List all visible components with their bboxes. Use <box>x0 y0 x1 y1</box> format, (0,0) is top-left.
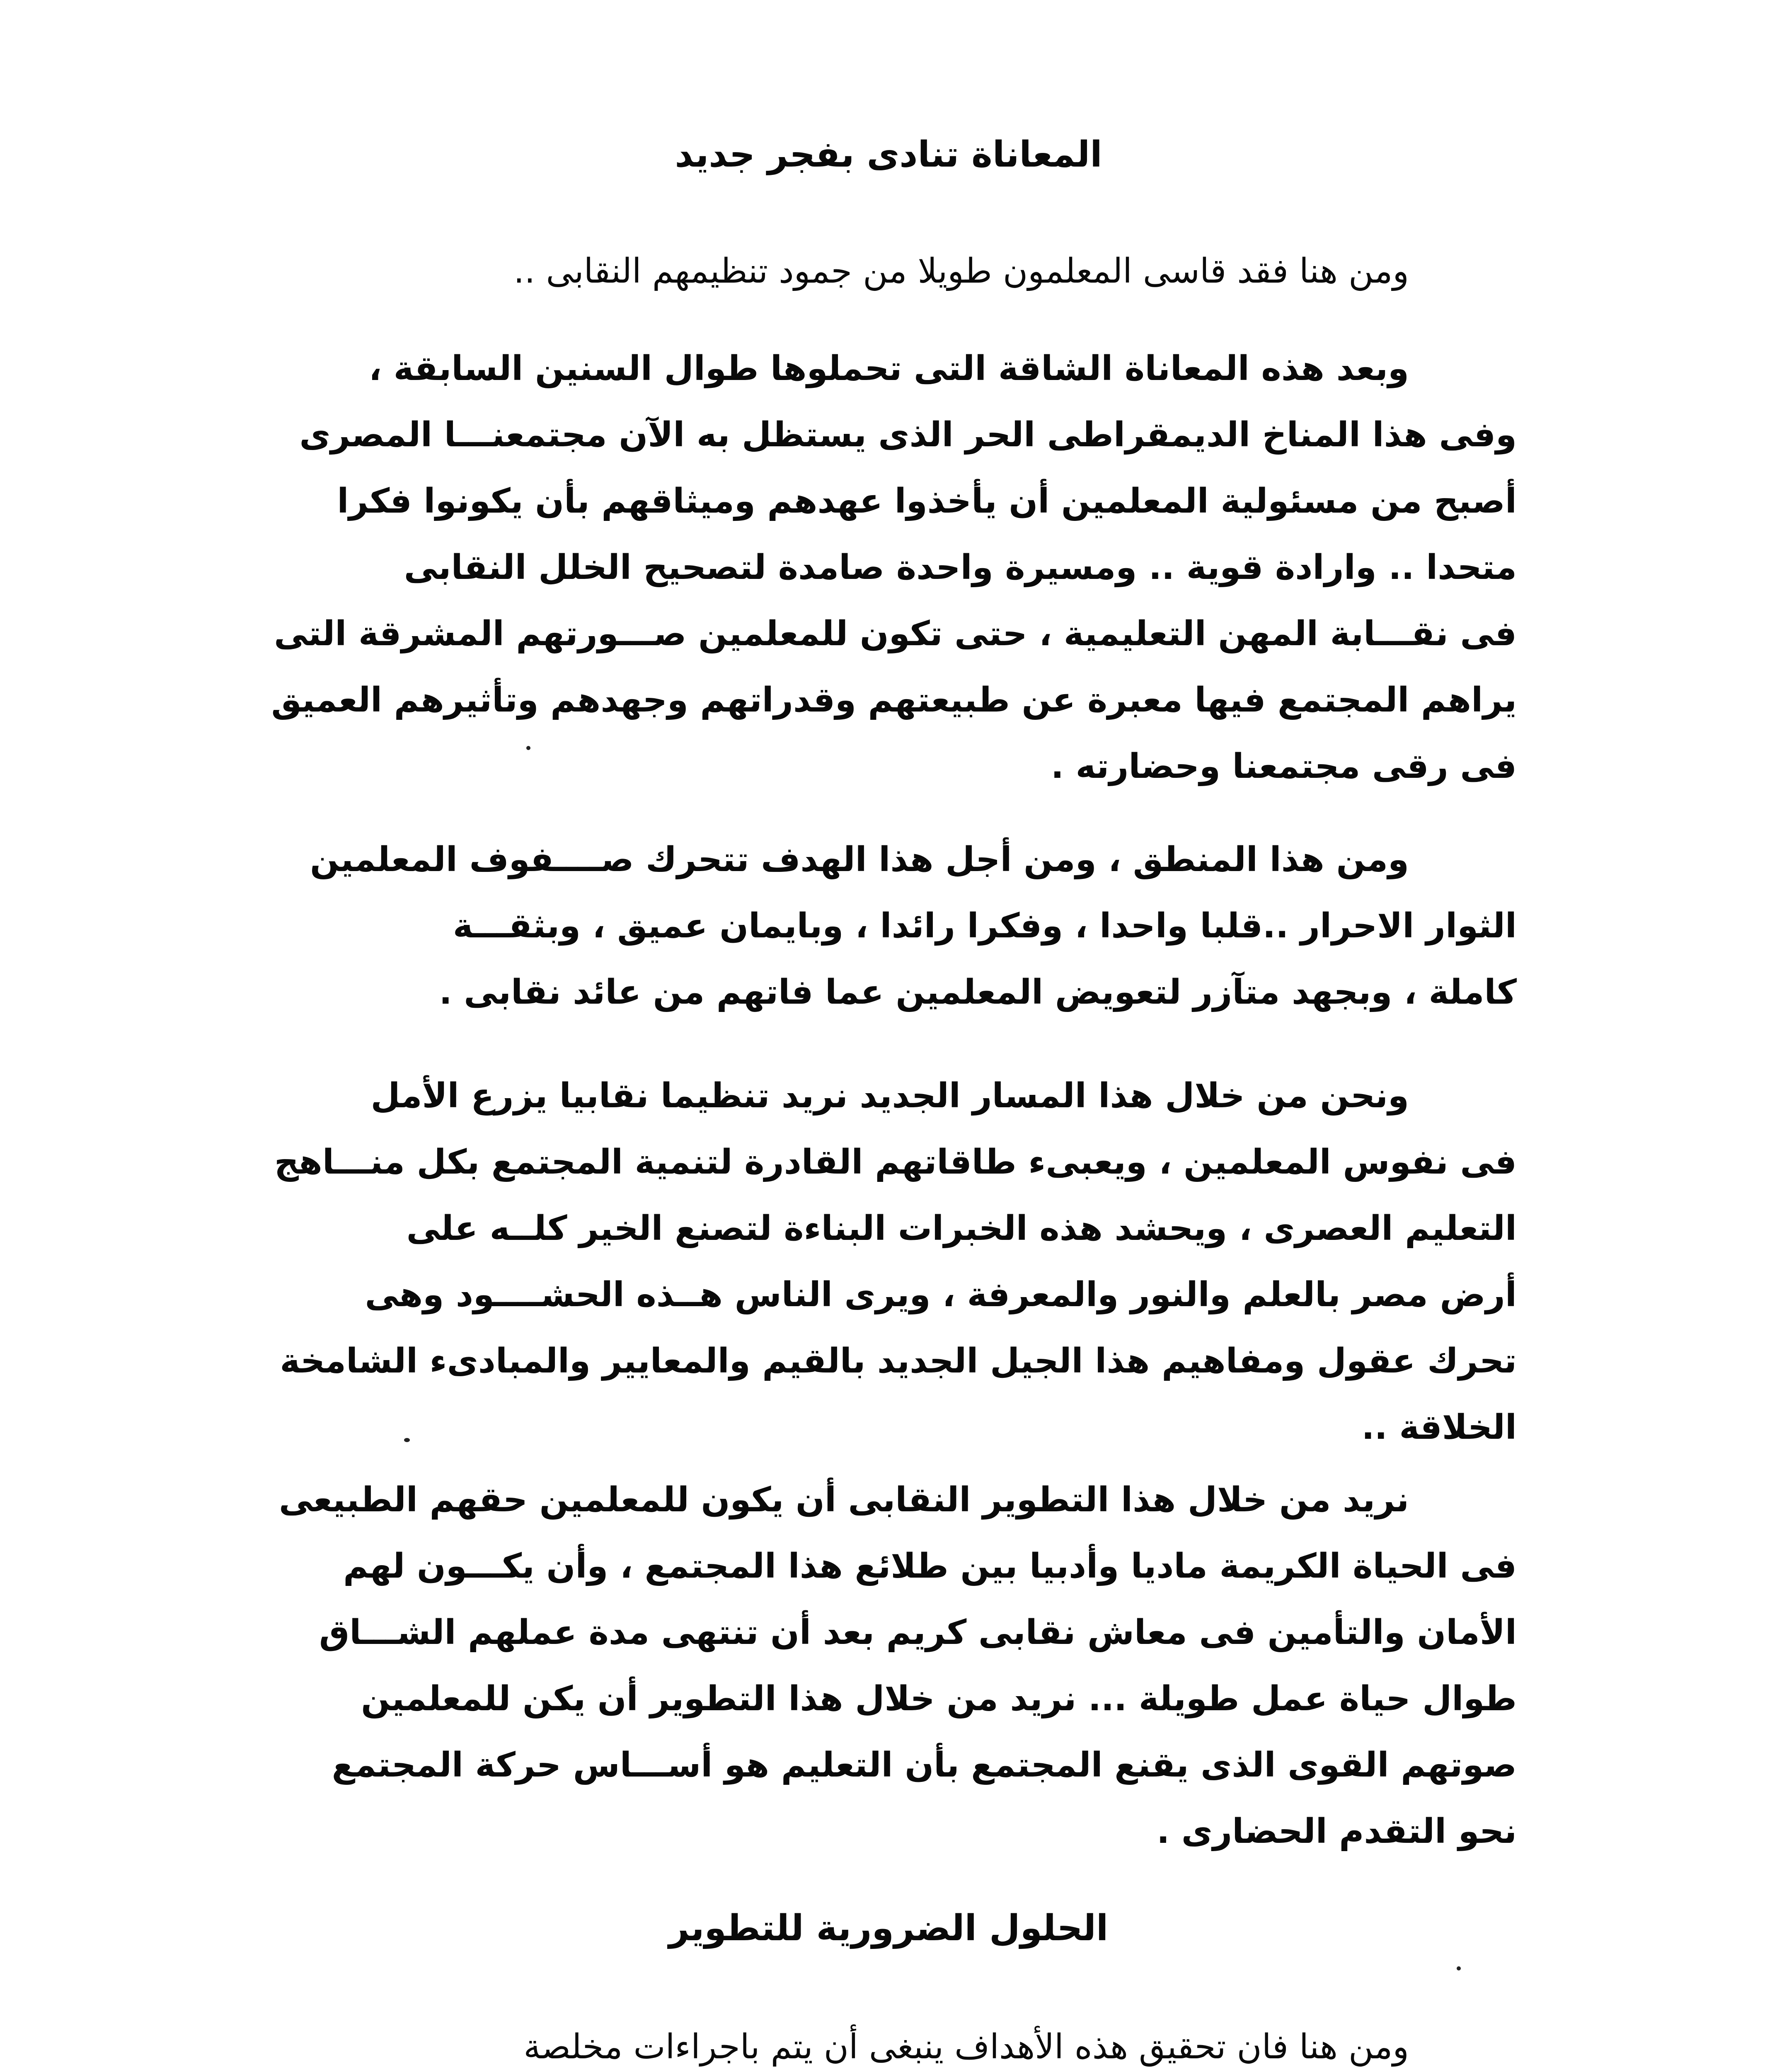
intro-paragraph <box>236 238 1517 305</box>
paragraph-line: يراهم المجتمع فيها معبرة عن طبيعتهم وقدراتهم وجهدهم وتأثيرهم العميق <box>271 680 1517 720</box>
paragraph-line: الخلاقة .. <box>1361 1408 1517 1447</box>
paragraph-line: وبعد هذه المعاناة الشاقة التى تحملوها طوال السنين السابقة ، <box>369 349 1409 388</box>
paragraph-line: صوتهم القوى الذى يقنع المجتمع بأن التعليم هو أســـاس حركة المجتمع <box>332 1745 1517 1785</box>
paragraph-line: فى رقى مجتمعنا وحضارته . <box>1051 747 1517 786</box>
paragraph-line: الثوار الاحرار ..قلبا واحدا ، وفكرا رائدا ، وبايمان عميق ، وبثقـــة <box>453 906 1517 946</box>
paragraph-2 <box>236 827 1517 1026</box>
paragraph-4 <box>236 1467 1517 1865</box>
paragraph-line: أرض مصر بالعلم والنور والمعرفة ، ويرى الناس هــذه الحشــــود وهى <box>365 1275 1517 1314</box>
scan-speck <box>404 1438 410 1442</box>
paragraph-line: كاملة ، وبجهد متآزر لتعويض المعلمين عما فاتهم من عائد نقابى . <box>439 973 1517 1012</box>
paragraph-line: وفى هذا المناخ الديمقراطى الحر الذى يستظل به الآن مجتمعنـــا المصرى <box>299 415 1517 455</box>
paragraph-line: متحدا .. وارادة قوية .. ومسيرة واحدة صامدة لتصحيح الخلل النقابى <box>404 548 1517 587</box>
paragraph-line: ومن هنا فان تحقيق هذه الأهداف ينبغى أن يتم باجراءات مخلصة <box>523 2027 1409 2067</box>
page-title: المعاناة تنادى بفجر جديد <box>675 134 1102 175</box>
paragraph-line: ونحن من خلال هذا المسار الجديد نريد تنظيما نقابيا يزرع الأمل <box>370 1076 1409 1116</box>
paragraph-1 <box>236 336 1517 800</box>
closing-paragraph <box>236 2014 1517 2072</box>
paragraph-line: فى نقـــابة المهن التعليمية ، حتى تكون للمعلمين صـــورتهم المشرقة التى <box>274 614 1517 654</box>
section-subtitle: الحلول الضرورية للتطوير <box>668 1907 1109 1949</box>
paragraph-line: نحو التقدم الحضارى . <box>1157 1812 1517 1851</box>
paragraph-line: الأمان والتأمين فى معاش نقابى كريم بعد أن تنتهى مدة عملهم الشـــاق <box>319 1613 1517 1652</box>
paragraph-line: أصبح من مسئولية المعلمين أن يأخذوا عهدهم وميثاقهم بأن يكونوا فكرا <box>337 482 1517 521</box>
intro-line: ومن هنا فقد قاسى المعلمون طويلا من جمود تنظيمهم النقابى .. <box>513 252 1409 291</box>
paragraph-line: ومن هذا المنطق ، ومن أجل هذا الهدف تتحرك صــــفوف المعلمين <box>310 840 1409 879</box>
paragraph-3 <box>236 1063 1517 1461</box>
paragraph-line: نريد من خلال هذا التطوير النقابى أن يكون للمعلمين حقهم الطبيعى <box>279 1480 1409 1520</box>
paragraph-line: تحرك عقول ومفاهيم هذا الجيل الجديد بالقيم والمعايير والمبادىء الشامخة <box>280 1341 1517 1381</box>
paragraph-line: طوال حياة عمل طويلة ... نريد من خلال هذا التطوير أن يكن للمعلمين <box>361 1679 1517 1719</box>
paragraph-line: فى نفوس المعلمين ، ويعبىء طاقاتهم القادرة لتنمية المجتمع بكل منـــاهج <box>274 1143 1517 1182</box>
scan-speck <box>526 746 530 750</box>
paragraph-line: فى الحياة الكريمة ماديا وأدبيا بين طلائع هذا المجتمع ، وأن يكـــون لهم <box>343 1547 1517 1586</box>
paragraph-line: التعليم العصرى ، ويحشد هذه الخبرات البناءة لتصنع الخير كلــه على <box>406 1209 1517 1248</box>
scan-speck <box>1457 1966 1461 1970</box>
